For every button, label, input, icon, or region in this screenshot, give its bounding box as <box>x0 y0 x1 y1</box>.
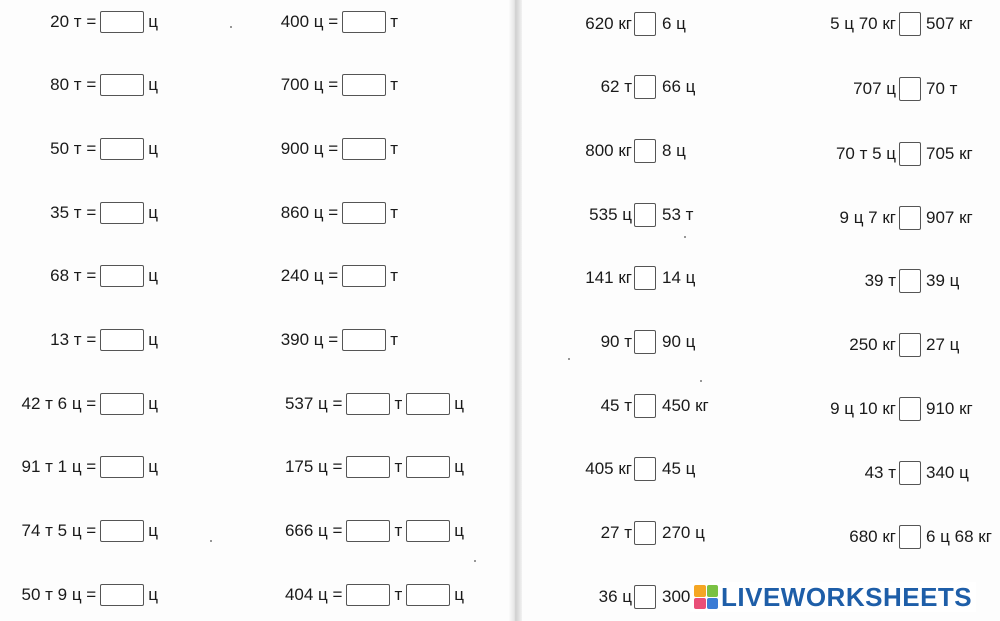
unit-label: т <box>394 585 403 604</box>
left-quantity: 9 ц 7 кг <box>839 208 896 227</box>
right-quantity: 70 т <box>926 79 958 98</box>
expression-label: 240 ц = <box>280 266 339 285</box>
compare-sign-input[interactable] <box>634 585 656 609</box>
compare-sign-input[interactable] <box>899 525 921 549</box>
unit-label: т <box>390 330 398 349</box>
right-quantity: 450 кг <box>662 396 709 415</box>
unit-label: т <box>394 394 403 413</box>
left-quantity: 27 т <box>600 523 632 542</box>
expression-label: 50 т 9 ц = <box>21 585 97 604</box>
expression-label: 74 т 5 ц = <box>21 521 97 540</box>
unit-label: ц <box>148 266 158 285</box>
right-quantity: 66 ц <box>662 77 696 96</box>
expression-label: 13 т = <box>50 330 97 349</box>
right-quantity: 8 ц <box>662 141 686 160</box>
scan-speck <box>474 560 476 562</box>
comparison-row <box>0 460 1000 486</box>
expression-label: 666 ц = <box>284 521 343 540</box>
right-quantity: 39 ц <box>926 271 960 290</box>
comparison-left <box>830 11 896 37</box>
expression-label: 50 т = <box>50 139 97 158</box>
comparison-left <box>830 396 896 422</box>
unit-label: т <box>390 12 398 31</box>
unit-label: ц <box>148 75 158 94</box>
unit-label: т <box>394 457 403 476</box>
left-quantity: 5 ц 70 кг <box>830 14 896 33</box>
scan-speck <box>568 358 570 360</box>
expression-label: 175 ц = <box>284 457 343 476</box>
right-quantity: 705 кг <box>926 144 973 163</box>
scan-speck <box>210 540 212 542</box>
compare-sign-input[interactable] <box>899 206 921 230</box>
comparison-row <box>0 76 1000 102</box>
right-quantity: 340 ц <box>926 463 969 482</box>
comparison-row <box>0 205 1000 231</box>
left-quantity: 90 т <box>600 332 632 351</box>
right-quantity: 910 кг <box>926 399 973 418</box>
comparison-left <box>853 76 896 102</box>
right-quantity: 90 ц <box>662 332 696 351</box>
comparison-left <box>849 524 896 550</box>
left-quantity: 9 ц 10 кг <box>830 399 896 418</box>
expression-label: 42 т 6 ц = <box>21 394 97 413</box>
comparison-row <box>0 11 1000 37</box>
expression-label: 20 т = <box>50 12 97 31</box>
unit-label: т <box>390 203 398 222</box>
comparison-left <box>865 268 896 294</box>
comparison-row <box>0 396 1000 422</box>
unit-label: т <box>394 521 403 540</box>
expression-label: 404 ц = <box>284 585 343 604</box>
unit-label: ц <box>148 330 158 349</box>
left-quantity: 141 кг <box>585 268 632 287</box>
scan-speck <box>230 26 232 28</box>
unit-label: ц <box>148 521 158 540</box>
right-quantity: 45 ц <box>662 459 696 478</box>
watermark-text: LIVEWORKSHEETS <box>721 581 973 612</box>
compare-sign-input[interactable] <box>899 397 921 421</box>
unit-label: ц <box>148 457 158 476</box>
left-quantity: 250 кг <box>849 335 896 354</box>
compare-sign-input[interactable] <box>899 269 921 293</box>
expression-label: 860 ц = <box>280 203 339 222</box>
left-quantity: 39 т <box>864 271 896 290</box>
comparison-row <box>0 524 1000 550</box>
liveworksheets-logo-icon <box>694 585 718 609</box>
comparison-left <box>849 332 896 358</box>
expression-label: 537 ц = <box>284 394 343 413</box>
unit-label: ц <box>148 139 158 158</box>
unit-label: ц <box>148 12 158 31</box>
unit-label: ц <box>454 394 464 413</box>
comparison-row <box>0 268 1000 294</box>
unit-label: ц <box>148 203 158 222</box>
right-quantity: 53 т <box>662 205 694 224</box>
left-quantity: 620 кг <box>585 14 632 33</box>
compare-sign-input[interactable] <box>899 461 921 485</box>
unit-label: ц <box>148 585 158 604</box>
left-quantity: 62 т <box>600 77 632 96</box>
expression-label: 400 ц = <box>280 12 339 31</box>
comparison-row <box>0 332 1000 358</box>
unit-label: ц <box>454 457 464 476</box>
unit-label: т <box>390 75 398 94</box>
right-quantity: 6 ц <box>662 14 686 33</box>
comparison-left <box>836 141 896 167</box>
comparison-left <box>840 205 896 231</box>
expression-label: 390 ц = <box>280 330 339 349</box>
right-quantity: 270 ц <box>662 523 705 542</box>
compare-sign-input[interactable] <box>899 333 921 357</box>
compare-sign-input[interactable] <box>899 77 921 101</box>
right-quantity: 907 кг <box>926 208 973 227</box>
left-quantity: 535 ц <box>589 205 632 224</box>
liveworksheets-watermark <box>690 582 976 612</box>
right-quantity: 6 ц 68 кг <box>926 527 992 546</box>
left-quantity: 405 кг <box>585 459 632 478</box>
unit-label: ц <box>454 585 464 604</box>
left-quantity: 36 ц <box>598 587 632 606</box>
expression-label: 80 т = <box>50 75 97 94</box>
scan-speck <box>700 380 702 382</box>
comparison-left <box>865 460 896 486</box>
left-quantity: 800 кг <box>585 141 632 160</box>
unit-label: ц <box>148 394 158 413</box>
left-quantity: 707 ц <box>853 79 896 98</box>
unit-label: т <box>390 266 398 285</box>
expression-label: 700 ц = <box>280 75 339 94</box>
comparison-row <box>0 141 1000 167</box>
right-quantity: 507 кг <box>926 14 973 33</box>
left-quantity: 43 т <box>864 463 896 482</box>
compare-sign-input[interactable] <box>899 142 921 166</box>
left-quantity: 45 т <box>600 396 632 415</box>
expression-label: 68 т = <box>50 266 97 285</box>
unit-label: т <box>390 139 398 158</box>
right-quantity: 27 ц <box>926 335 960 354</box>
left-quantity: 680 кг <box>849 527 896 546</box>
expression-label: 900 ц = <box>280 139 339 158</box>
scan-speck <box>684 236 686 238</box>
expression-label: 35 т = <box>50 203 97 222</box>
comparison-left <box>599 584 632 610</box>
expression-label: 91 т 1 ц = <box>21 457 97 476</box>
right-quantity: 300 <box>662 587 691 606</box>
right-quantity: 14 ц <box>662 268 696 287</box>
unit-label: ц <box>454 521 464 540</box>
left-quantity: 70 т 5 ц <box>835 144 896 163</box>
compare-sign-input[interactable] <box>899 12 921 36</box>
